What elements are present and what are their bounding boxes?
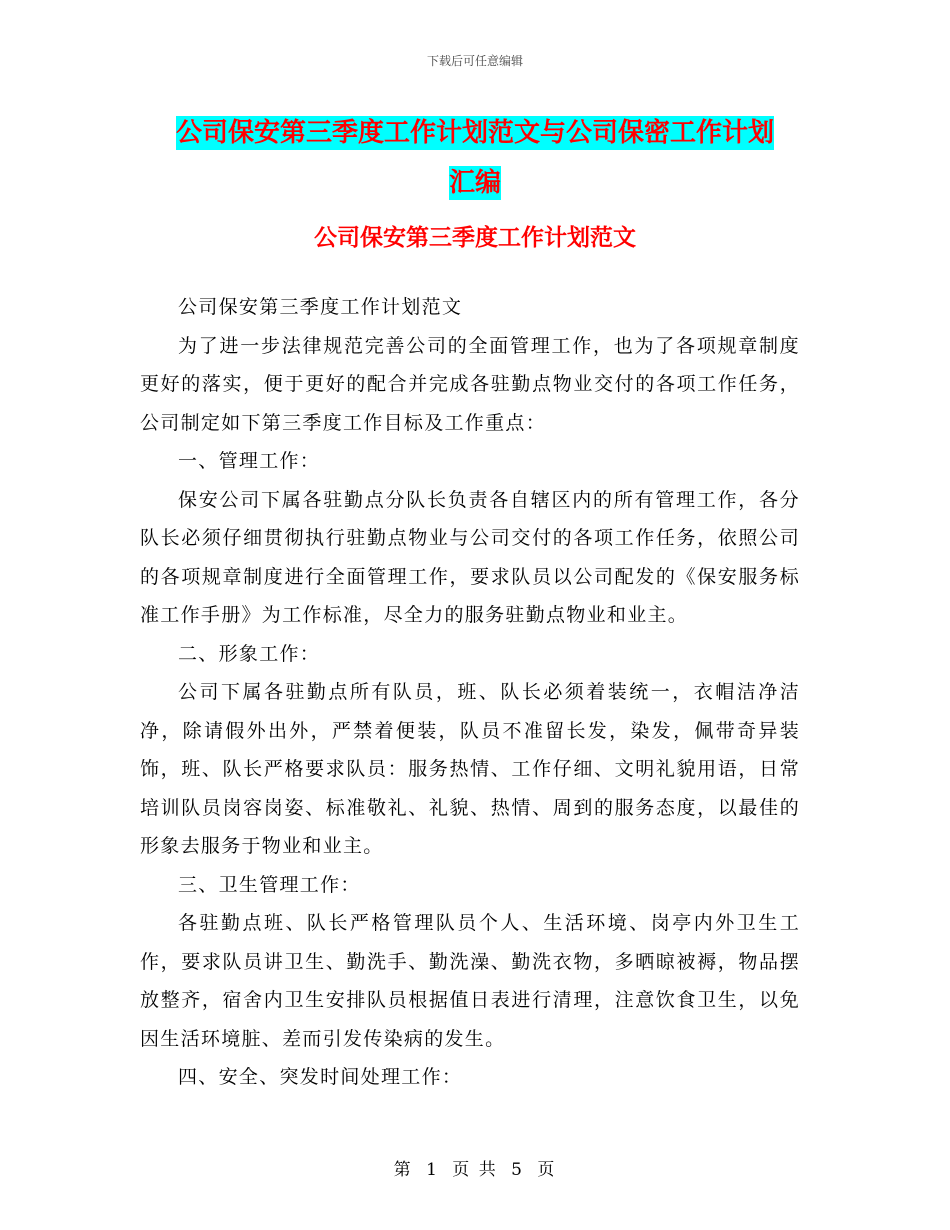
heading-hygiene: 三、卫生管理工作： xyxy=(178,873,361,896)
heading-safety: 四、安全、突发时间处理工作： xyxy=(178,1066,463,1088)
heading-management: 一、管理工作： xyxy=(178,450,321,472)
document-title-line2: 汇编 xyxy=(448,168,501,198)
heading-image: 二、形象工作： xyxy=(178,642,321,665)
paragraph: 保安公司下属各驻勤点分队长负责各自辖区内的所有管理工作，各分队长必须仔细贯彻执行驻勤点物业与公司交付的各项工作任务，依照公司的各项规章制度进行全面管理工作，要求队员以公司配发的《保安服务标准工作手册》为工作标准，尽全力的服务驻勤点物业和业主。 xyxy=(140,488,800,626)
footer-suffix: 页 xyxy=(537,1160,557,1180)
footer-mid: 页 共 xyxy=(452,1160,498,1180)
paragraph: 为了进一步法律规范完善公司的全面管理工作，也为了各项规章制度更好的落实，便于更好的配合并完成各驻勤点物业交付的各项工作任务，公司制定如下第三季度工作目标及工作重点： xyxy=(140,334,800,434)
section-title: 公司保安第三季度工作计划范文 xyxy=(314,225,636,251)
document-body xyxy=(140,288,800,1097)
paragraph: 公司保安第三季度工作计划范文 xyxy=(178,296,463,318)
paragraph: 公司下属各驻勤点所有队员，班、队长必须着装统一，衣帽洁净洁净，除请假外出外，严禁着便装，队员不准留长发，染发，佩带奇异装饰，班、队长严格要求队员：服务热情、工作仔细、文明礼貌用语，日常培训队员岗容岗姿、标准敬礼、礼貌、热情、周到的服务态度，以最佳的形象去服务于物业和业主。 xyxy=(140,681,800,857)
header-note: 下载后可任意编辑 xyxy=(426,54,523,68)
footer-total-pages: 5 xyxy=(511,1160,524,1180)
footer-page-number: 1 xyxy=(426,1160,439,1180)
paragraph: 各驻勤点班、队长严格管理队员个人、生活环境、岗亭内外卫生工作，要求队员讲卫生、勤洗手、勤洗澡、勤洗衣物，多晒晾被褥，物品摆放整齐，宿舍内卫生安排队员根据值日表进行清理，注意饮食卫生，以免因生活环境脏、差而引发传染病的发生。 xyxy=(140,912,800,1050)
document-title-line1: 公司保安第三季度工作计划范文与公司保密工作计划 xyxy=(175,118,774,148)
page-footer xyxy=(0,1155,950,1180)
document-title xyxy=(140,108,810,208)
footer-prefix: 第 xyxy=(393,1160,413,1180)
